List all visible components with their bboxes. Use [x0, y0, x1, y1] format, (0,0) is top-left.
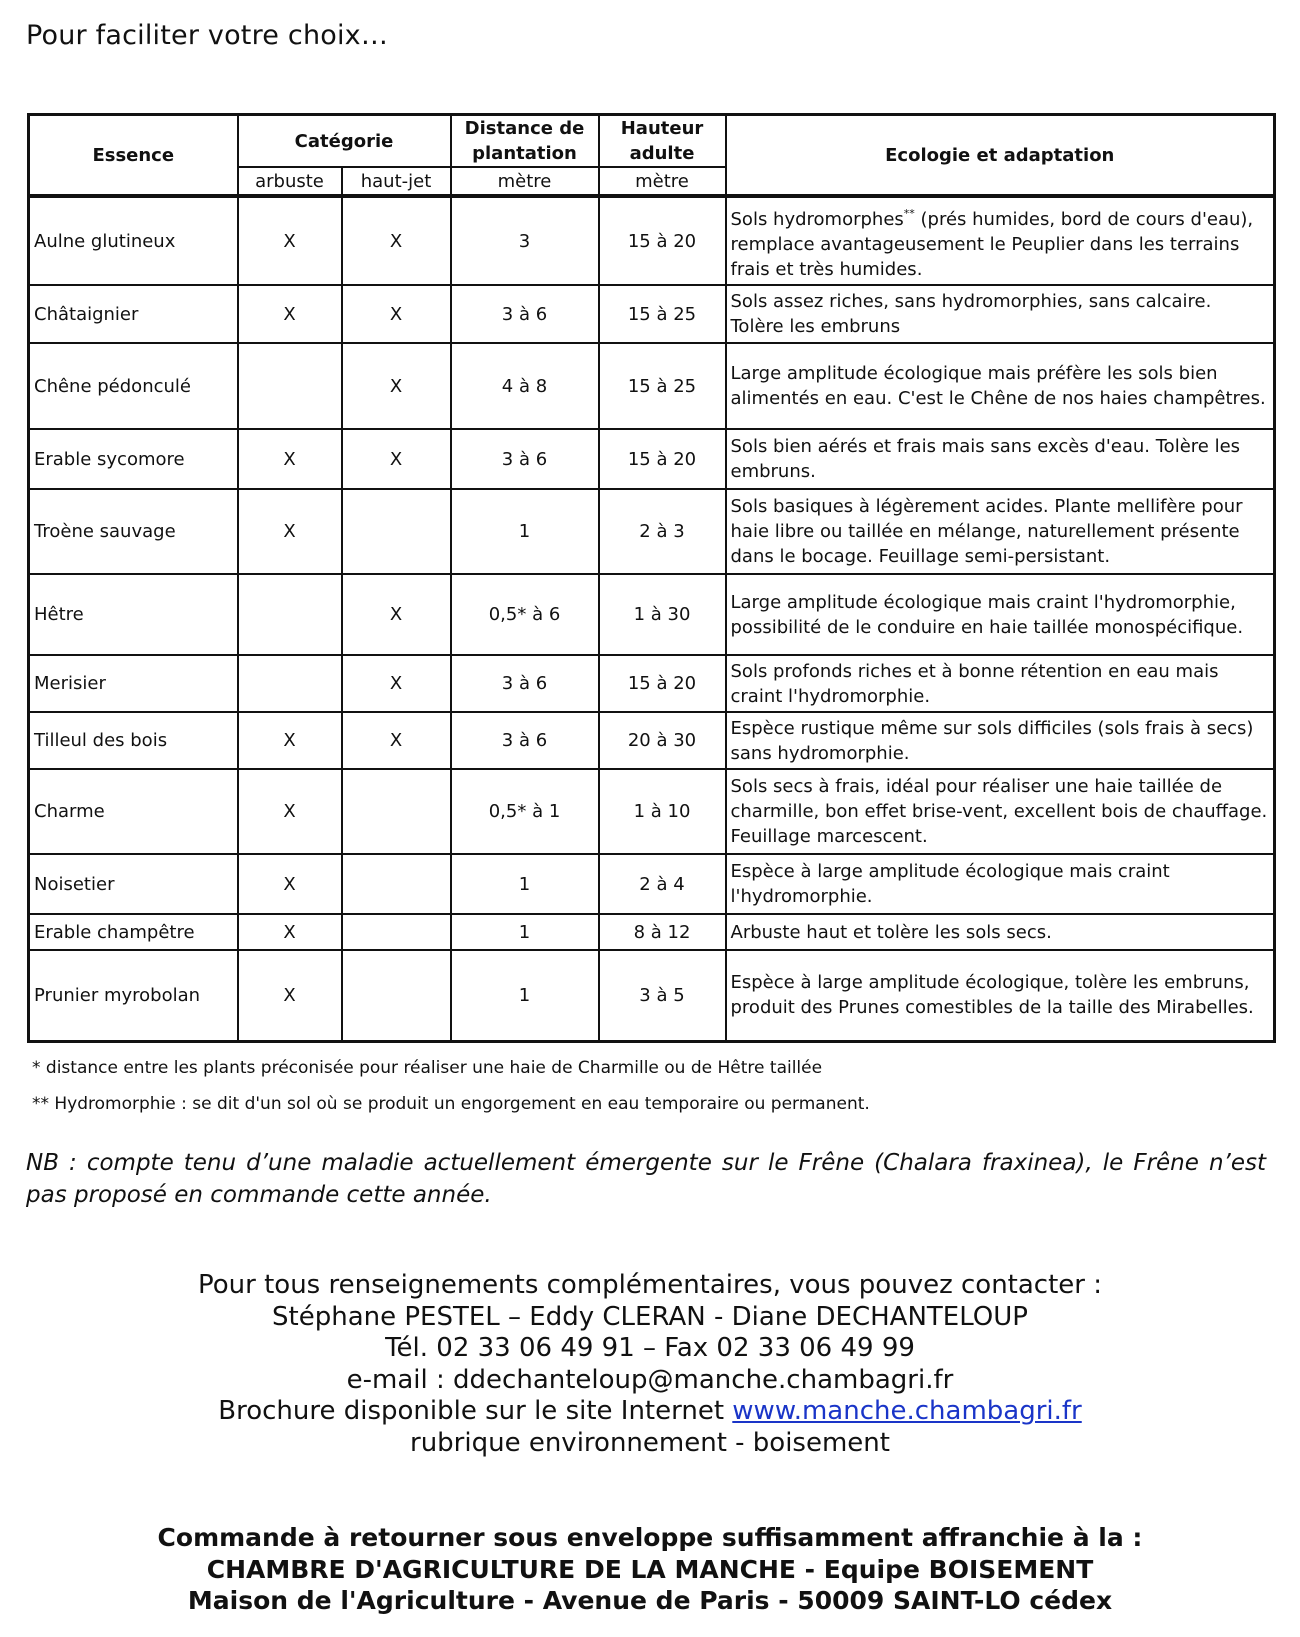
header-haut-jet: haut-jet: [342, 167, 451, 196]
cell-essence: Erable sycomore: [29, 429, 238, 489]
brochure-text: Brochure disponible sur le site Internet: [218, 1396, 733, 1426]
table-row: [29, 429, 1275, 489]
table-row: [29, 343, 1275, 429]
cell-haut-jet: X: [342, 285, 451, 343]
cell-hauteur: 15 à 25: [599, 343, 726, 429]
table-row: [29, 712, 1275, 769]
cell-essence: Erable champêtre: [29, 914, 238, 950]
cell-distance: 4 à 8: [451, 343, 599, 429]
cell-arbuste: [238, 655, 342, 712]
table-row: [29, 655, 1275, 712]
cell-haut-jet: [342, 854, 451, 914]
header-categorie: Catégorie: [238, 115, 451, 168]
cell-essence: Prunier myrobolan: [29, 950, 238, 1041]
cell-distance: 3 à 6: [451, 655, 599, 712]
cell-arbuste: X: [238, 712, 342, 769]
contact-names: Stéphane PESTEL – Eddy CLERAN - Diane DECHANTELOUP: [272, 1301, 1028, 1332]
table-row: [29, 489, 1275, 574]
cell-haut-jet: X: [342, 655, 451, 712]
essences-table: [27, 113, 1276, 1043]
cell-hauteur: 1 à 30: [599, 574, 726, 655]
cell-essence: Châtaignier: [29, 285, 238, 343]
header-hauteur-unit: mètre: [599, 167, 726, 196]
cell-distance: 1: [451, 489, 599, 574]
cell-arbuste: [238, 574, 342, 655]
footnote-hydromorphie: ** Hydromorphie : se dit d'un sol où se produit un engorgement en eau temporaire ou permanent.: [32, 1094, 870, 1114]
ecologie-text-rest: (prés humides, bord de cours d'eau), remplace avantageusement le Peuplier dans les terrains frais et très humides.: [730, 208, 1254, 280]
cell-hauteur: 8 à 12: [599, 914, 726, 950]
contact-rubrique: rubrique environnement - boisement: [410, 1427, 890, 1458]
cell-essence: Charme: [29, 769, 238, 854]
cell-ecologie: Large amplitude écologique mais craint l'hydromorphie, possibilité de le conduire en haie taillée monospécifique.: [726, 574, 1275, 655]
cell-haut-jet: X: [342, 712, 451, 769]
cell-arbuste: X: [238, 429, 342, 489]
cell-hauteur: 1 à 10: [599, 769, 726, 854]
contact-block: [0, 1270, 1300, 1459]
cell-hauteur: 15 à 20: [599, 429, 726, 489]
cell-ecologie: Sols profonds riches et à bonne rétention en eau mais craint l'hydromorphie.: [726, 655, 1275, 712]
order-address: Maison de l'Agriculture - Avenue de Paris - 50009 SAINT-LO cédex: [187, 1586, 1113, 1615]
cell-ecologie: Sols assez riches, sans hydromorphies, sans calcaire. Tolère les embruns: [726, 285, 1275, 343]
nb-note: NB : compte tenu d’une maladie actuellement émergente sur le Frêne (Chalara fraxinea), le Frêne n’est pas proposé en commande cette année.: [26, 1150, 1266, 1208]
cell-ecologie: Arbuste haut et tolère les sols secs.: [726, 914, 1275, 950]
order-instruction: Commande à retourner sous enveloppe suffisamment affranchie à la :: [157, 1523, 1143, 1552]
website-link[interactable]: www.manche.chambagri.fr: [732, 1396, 1082, 1426]
cell-distance: 3: [451, 196, 599, 285]
cell-ecologie: Espèce à large amplitude écologique mais craint l'hydromorphie.: [726, 854, 1275, 914]
table-header-row: [29, 115, 1275, 168]
header-essence: Essence: [29, 115, 238, 197]
cell-ecologie: Espèce à large amplitude écologique, tolère les embruns, produit des Prunes comestibles de la taille des Mirabelles.: [726, 950, 1275, 1041]
cell-haut-jet: [342, 950, 451, 1041]
cell-hauteur: 20 à 30: [599, 712, 726, 769]
table-row: [29, 196, 1275, 285]
cell-essence: Chêne pédonculé: [29, 343, 238, 429]
table-row: [29, 854, 1275, 914]
cell-arbuste: X: [238, 854, 342, 914]
cell-arbuste: X: [238, 285, 342, 343]
cell-ecologie: Sols basiques à légèrement acides. Plante mellifère pour haie libre ou taillée en mélange, naturellement présente dans le bocage. Feuillage semi-persistant.: [726, 489, 1275, 574]
contact-phone-fax: Tél. 02 33 06 49 91 – Fax 02 33 06 49 99: [385, 1333, 915, 1363]
cell-arbuste: [238, 343, 342, 429]
cell-hauteur: 15 à 20: [599, 655, 726, 712]
cell-essence: Merisier: [29, 655, 238, 712]
cell-distance: 1: [451, 854, 599, 914]
cell-arbuste: X: [238, 489, 342, 574]
cell-distance: 0,5* à 6: [451, 574, 599, 655]
cell-haut-jet: X: [342, 196, 451, 285]
cell-distance: 3 à 6: [451, 429, 599, 489]
cell-essence: Troène sauvage: [29, 489, 238, 574]
ecologie-text-start: Sols hydromorphes: [730, 208, 904, 230]
order-organisation: CHAMBRE D'AGRICULTURE DE LA MANCHE - Equipe BOISEMENT: [206, 1554, 1094, 1584]
cell-haut-jet: X: [342, 343, 451, 429]
cell-hauteur: 2 à 4: [599, 854, 726, 914]
header-arbuste: arbuste: [238, 167, 342, 196]
header-ecologie: Ecologie et adaptation: [726, 115, 1275, 197]
cell-essence: Aulne glutineux: [29, 196, 238, 285]
table-row: [29, 950, 1275, 1041]
cell-ecologie: [726, 196, 1275, 285]
contact-intro: Pour tous renseignements complémentaires, vous pouvez contacter :: [198, 1270, 1102, 1300]
cell-haut-jet: [342, 769, 451, 854]
cell-essence: Tilleul des bois: [29, 712, 238, 769]
header-distance: Distance de plantation: [451, 115, 599, 168]
cell-essence: Noisetier: [29, 854, 238, 914]
cell-distance: 3 à 6: [451, 285, 599, 343]
cell-distance: 1: [451, 914, 599, 950]
footnote-marker: **: [903, 206, 915, 220]
header-hauteur: Hauteur adulte: [599, 115, 726, 168]
table-row: [29, 914, 1275, 950]
cell-ecologie: Sols bien aérés et frais mais sans excès d'eau. Tolère les embruns.: [726, 429, 1275, 489]
order-address-block: [0, 1522, 1300, 1617]
cell-arbuste: X: [238, 769, 342, 854]
cell-hauteur: 15 à 20: [599, 196, 726, 285]
cell-arbuste: X: [238, 950, 342, 1041]
table-row: [29, 769, 1275, 854]
cell-hauteur: 2 à 3: [599, 489, 726, 574]
cell-arbuste: X: [238, 196, 342, 285]
cell-ecologie: Espèce rustique même sur sols difficiles (sols frais à secs) sans hydromorphie.: [726, 712, 1275, 769]
cell-essence: Hêtre: [29, 574, 238, 655]
cell-arbuste: X: [238, 914, 342, 950]
cell-haut-jet: [342, 914, 451, 950]
cell-haut-jet: [342, 489, 451, 574]
contact-brochure: [0, 1396, 1300, 1428]
cell-haut-jet: X: [342, 429, 451, 489]
cell-ecologie: Sols secs à frais, idéal pour réaliser une haie taillée de charmille, bon effet brise-vent, excellent bois de chauffage. Feuillage marcescent.: [726, 769, 1275, 854]
cell-haut-jet: X: [342, 574, 451, 655]
cell-distance: 0,5* à 1: [451, 769, 599, 854]
cell-distance: 1: [451, 950, 599, 1041]
page-title: Pour faciliter votre choix…: [26, 20, 389, 51]
cell-hauteur: 3 à 5: [599, 950, 726, 1041]
contact-email: e-mail : ddechanteloup@manche.chambagri.fr: [346, 1364, 954, 1395]
cell-distance: 3 à 6: [451, 712, 599, 769]
header-distance-unit: mètre: [451, 167, 599, 196]
footnote-distance: * distance entre les plants préconisée pour réaliser une haie de Charmille ou de Hêtre taillée: [32, 1058, 823, 1078]
cell-ecologie: Large amplitude écologique mais préfère les sols bien alimentés en eau. C'est le Chêne de nos haies champêtres.: [726, 343, 1275, 429]
table-row: [29, 285, 1275, 343]
cell-hauteur: 15 à 25: [599, 285, 726, 343]
table-row: [29, 574, 1275, 655]
